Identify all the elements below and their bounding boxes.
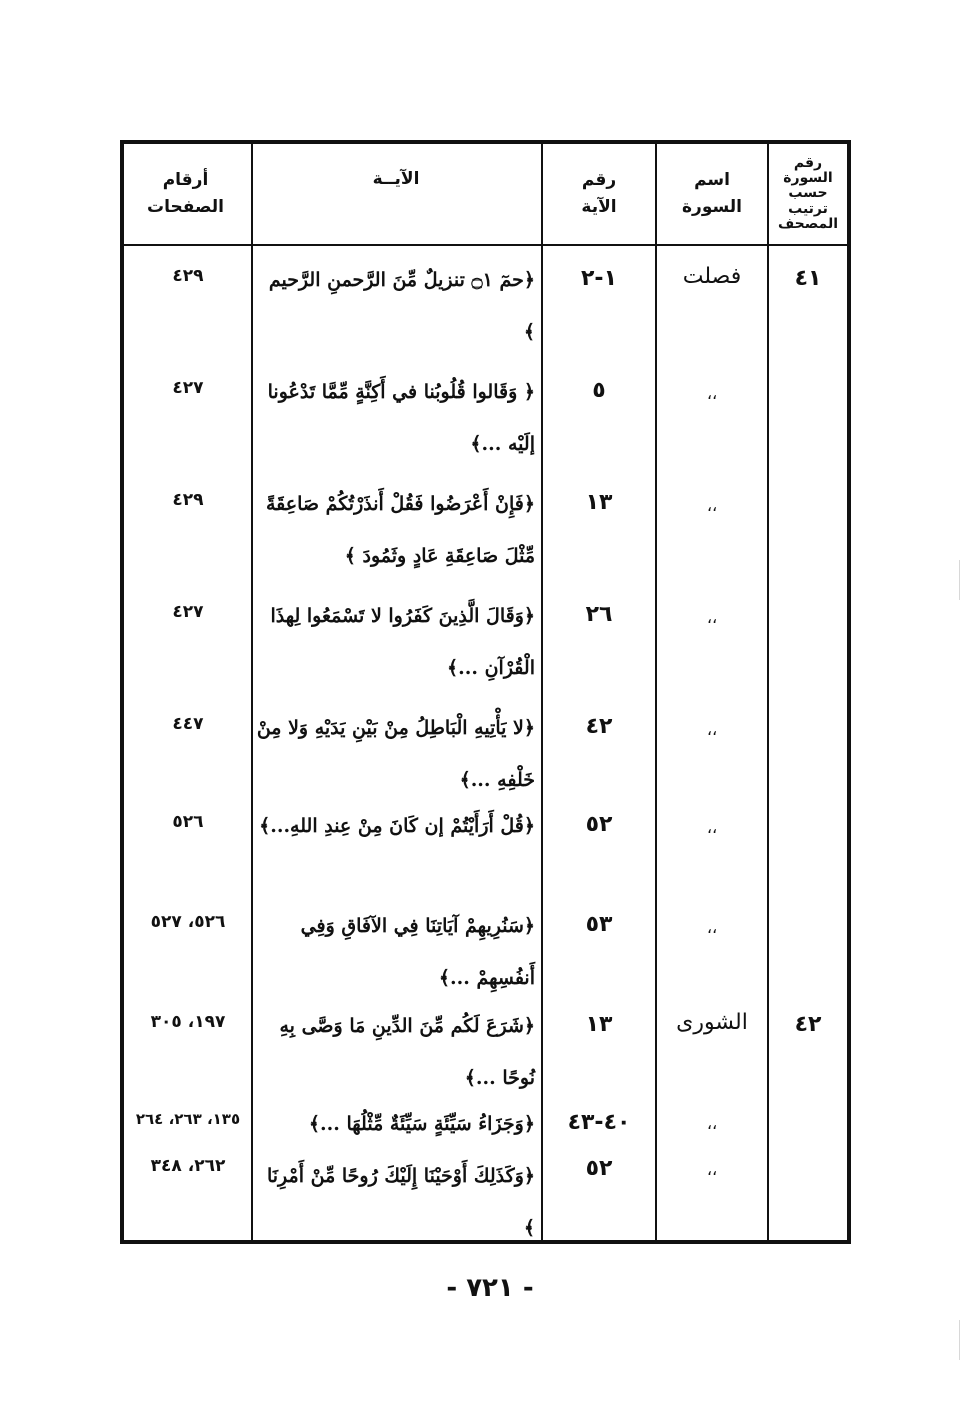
verse-text: ﴿وَكَذَلِكَ أَوْحَيْنَا إِلَيْكَ رُوحًا مِّنْ أَمْرِنَا ﴾ [266, 1165, 535, 1239]
sura-number [769, 468, 847, 490]
header-pages-line1: أرقام [162, 169, 209, 190]
sura-number: ٤١ [794, 266, 822, 291]
verse-text: ﴿حمٓ ۝١ تنزيلٌ مِّنَ الرَّحمنِ الرَّحيم ﴾ [268, 269, 535, 343]
sura-name: ،، [706, 1160, 718, 1179]
page-numbers: ٤٢٧ [172, 602, 204, 622]
header-sura-number-line2: حسب [788, 185, 828, 202]
sura-number [769, 890, 847, 912]
index-table [120, 140, 851, 1244]
table-row [124, 692, 847, 790]
sura-name: فصلت [682, 264, 742, 289]
page-numbers: ٤٢٩ [172, 266, 204, 286]
sura-number: ٤٢ [794, 1012, 822, 1037]
table-row [124, 990, 847, 1098]
verse-number: ٢٦ [585, 602, 613, 627]
sura-name: ،، [706, 1114, 718, 1133]
header-pages-line2: الصفحات [147, 197, 224, 217]
verse-number: ٥٢ [585, 812, 613, 837]
verse-text: ﴿قُلْ أَرَأَيْتُمْ إن كَانَ مِنْ عِندِ اللهِ...﴾ [259, 815, 535, 837]
page-numbers: ٤٢٧ [172, 378, 204, 398]
sura-name: ،، [706, 918, 718, 937]
header-verse-label: الآيــة [372, 169, 420, 189]
margin-mark [959, 1320, 960, 1360]
table-body [124, 244, 847, 1240]
header-verse-number-line1: رقم [581, 169, 617, 190]
sura-name: ،، [706, 720, 718, 739]
sura-name: ،، [706, 608, 718, 627]
table-row [124, 1098, 847, 1150]
table-row [124, 890, 847, 990]
page-number: - ٧٢١ - [446, 1273, 534, 1303]
header-sura-number-line3: ترتيب [788, 200, 828, 217]
header-sura-name-line1: اسم [694, 169, 730, 190]
table-header [124, 144, 847, 246]
margin-mark [959, 560, 960, 600]
page-numbers: ٥٢٦، ٥٢٧ [150, 912, 226, 932]
page-numbers: ٤٤٧ [172, 714, 204, 734]
table-row [124, 468, 847, 580]
sura-number [769, 1098, 847, 1120]
sura-number [769, 692, 847, 714]
sura-number [769, 1150, 847, 1172]
verse-text: ﴿لا يَأْتِيهِ الْبَاطِلُ مِنْ بَيْنِ يَدَيْهِ وَلا مِنْ خَلْفِهِ ...﴾ [256, 717, 535, 791]
header-verse-number [543, 144, 655, 244]
header-sura-number-line4: المصحف [778, 216, 838, 233]
sura-number [769, 356, 847, 378]
verse-number: ٥٣ [585, 912, 613, 937]
table-row [124, 580, 847, 692]
table-row [124, 790, 847, 890]
verse-number: ٤٠-٤٣ [567, 1110, 631, 1135]
verse-number: ١٣ [585, 1012, 613, 1037]
page-numbers: ٤٢٩ [172, 490, 204, 510]
header-sura-name-line2: السورة [682, 197, 742, 217]
verse-text: ﴿وَقَالَ الَّذِينَ كَفَرُوا لا تَسْمَعُوا لِهذَا الْقُرْآنِ ...﴾ [270, 605, 535, 679]
verse-text: ﴿ وَقَالوا قُلُوبُنا في أَكِنَّةٍ مِّمَّا تَدْعُونا إلَيْه ...﴾ [267, 381, 535, 455]
verse-number: ٥ [592, 378, 606, 403]
verse-text: ﴿فَإِنْ أَعْرَضُوا فَقُلْ أَنذَرْتُكُمْ صَاعِقَةً مِّثْلَ صَاعِقَةِ عَادٍ وثَمُودَ ﴾ [265, 493, 535, 567]
verse-text: ﴿شَرَعَ لَكُم مِّنَ الدِّينِ مَا وَصَّى بِهِ نُوحًا ...﴾ [279, 1015, 535, 1089]
header-verse-number-line2: الآية [581, 197, 617, 217]
header-sura-name [657, 144, 767, 244]
verse-number: ١-٢ [580, 266, 617, 291]
page-numbers: ٥٢٦ [172, 812, 204, 832]
verse-number: ٥٢ [585, 1156, 613, 1181]
sura-name: الشورى [676, 1010, 748, 1035]
table-row [124, 356, 847, 468]
sura-number [769, 580, 847, 602]
header-sura-number-line1: رقم السورة [783, 154, 833, 186]
page-numbers: ١٩٧، ٣٠٥ [150, 1012, 226, 1032]
sura-number [769, 790, 847, 812]
header-sura-number [769, 144, 847, 244]
page-numbers: ١٣٥، ٢٦٣، ٢٦٤ [135, 1110, 241, 1128]
sura-name: ،، [706, 818, 718, 837]
header-pages [120, 144, 251, 244]
verse-number: ١٣ [585, 490, 613, 515]
verse-number: ٤٢ [585, 714, 613, 739]
verse-text: ﴿سَنُرِيهِمْ آيَاتِنَا فِي الآفَاقِ وَفِي أَنفُسِهِمْ ...﴾ [300, 915, 535, 989]
verse-text: ﴿وَجَزَاءُ سَيِّئَةٍ سَيِّئَةٌ مِّثْلُهَا ...﴾ [308, 1113, 535, 1135]
table-row [124, 244, 847, 356]
sura-name: ،، [706, 496, 718, 515]
header-verse [253, 144, 539, 244]
table-row [124, 1150, 847, 1244]
sura-name: ،، [706, 384, 718, 403]
page-numbers: ٢٦٢، ٣٤٨ [150, 1156, 226, 1176]
